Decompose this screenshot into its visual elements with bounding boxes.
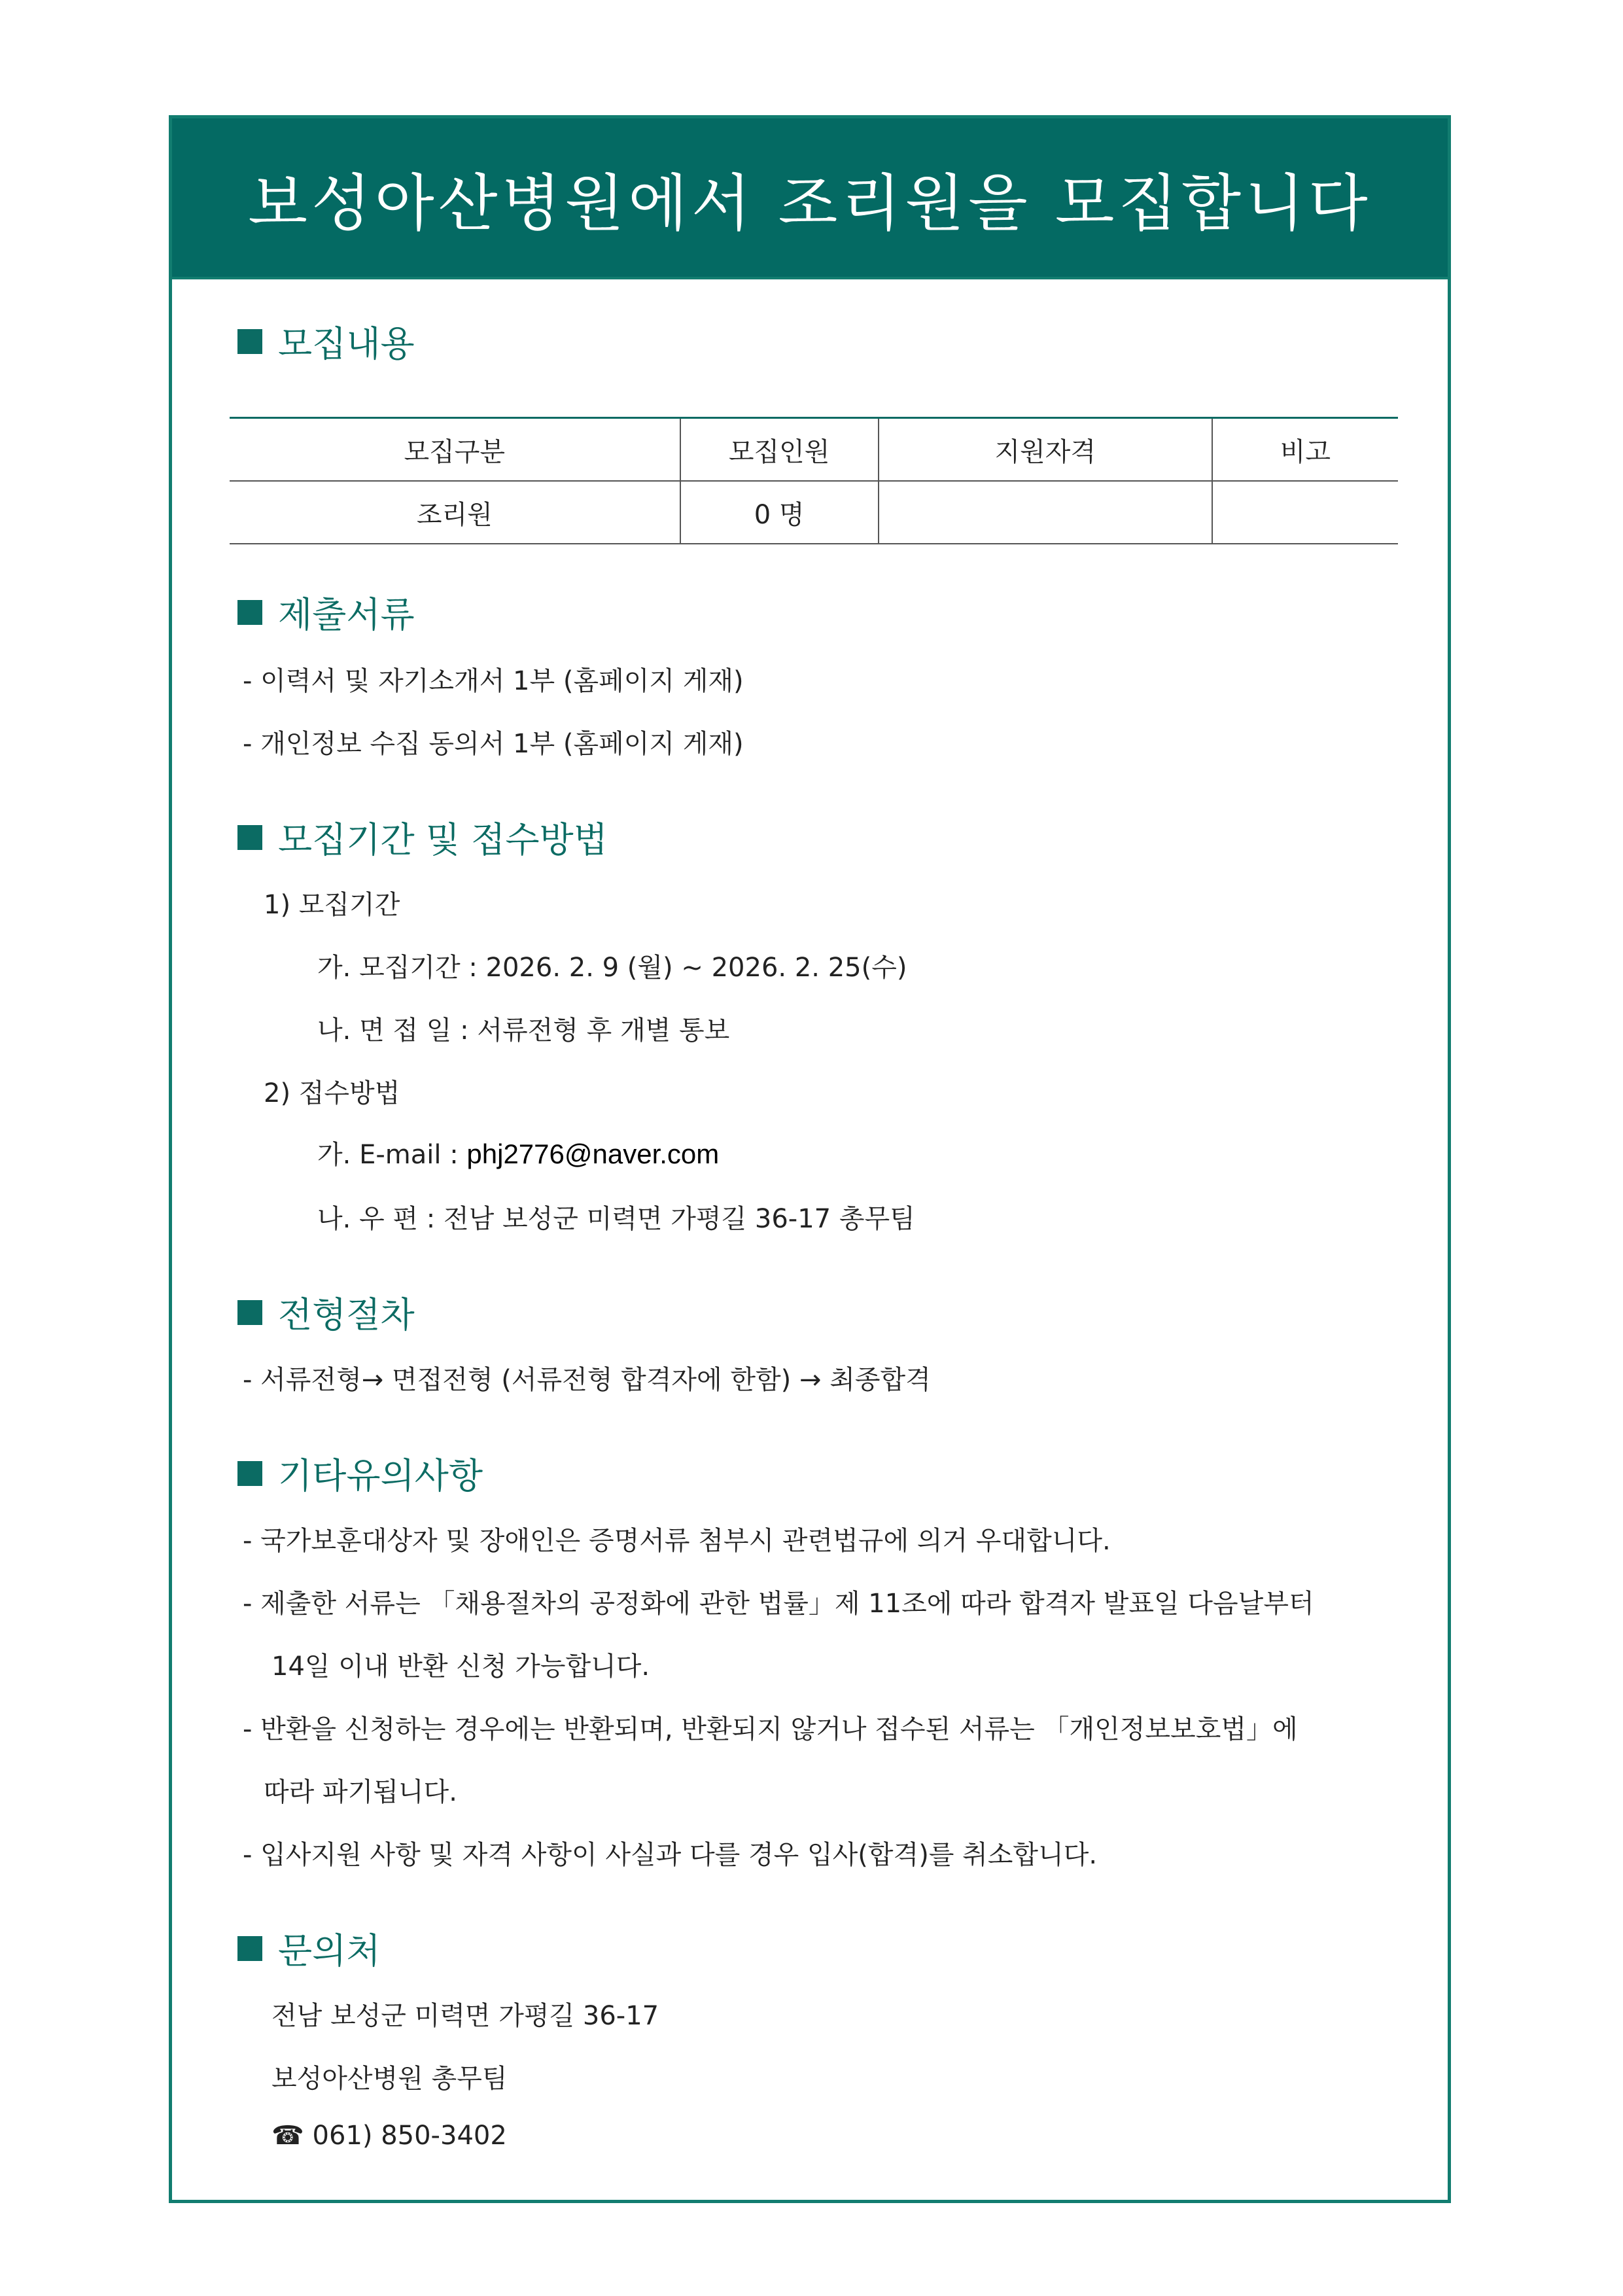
table-header-cell: 모집인원 xyxy=(680,418,879,482)
document-item: - 이력서 및 자기소개서 1부 (홈페이지 게재) xyxy=(243,666,744,696)
square-bullet-icon xyxy=(237,1461,262,1486)
note-line: - 입사지원 사항 및 자격 사항이 사실과 다를 경우 입사(합격)를 취소합니다. xyxy=(243,1840,1098,1870)
square-bullet-icon xyxy=(237,1936,262,1961)
table-cell xyxy=(879,481,1212,544)
note-line: 14일 이내 반환 신청 가능합니다. xyxy=(271,1651,650,1682)
section-contact-heading: 문의처 xyxy=(237,1923,381,1973)
email-address: phj2776@naver.com xyxy=(466,1139,720,1169)
period-subheading: 1) 모집기간 xyxy=(264,890,400,920)
contact-dept: 보성아산병원 총무팀 xyxy=(271,2064,508,2094)
table-header-cell: 지원자격 xyxy=(879,418,1212,482)
note-line: - 제출한 서류는 「채용절차의 공정화에 관한 법률」제 11조에 따라 합격자 발표일 다음날부터 xyxy=(243,1589,1314,1619)
title-banner xyxy=(172,118,1448,279)
interview-line: 나. 면 접 일 : 서류전형 후 개별 통보 xyxy=(317,1016,730,1046)
square-bullet-icon xyxy=(237,329,262,354)
contact-phone: ☎ 061) 850-3402 xyxy=(271,2121,507,2151)
table-cell: 0 명 xyxy=(680,481,879,544)
page-title: 보성아산병원에서 조리원을 모집합니다 xyxy=(248,168,1372,239)
note-line: - 반환을 신청하는 경우에는 반환되며, 반환되지 않거나 접수된 서류는 「개인정보보호법」에 xyxy=(243,1714,1298,1744)
recruit-table xyxy=(230,417,1398,544)
table-header-row xyxy=(230,418,1398,482)
square-bullet-icon xyxy=(237,600,262,625)
method-subheading: 2) 접수방법 xyxy=(264,1078,400,1108)
square-bullet-icon xyxy=(237,825,262,850)
table-row xyxy=(230,481,1398,544)
table-cell: 조리원 xyxy=(230,481,680,544)
section-notes-heading: 기타유의사항 xyxy=(237,1448,483,1498)
square-bullet-icon xyxy=(237,1300,262,1325)
table-header-cell: 모집구분 xyxy=(230,418,680,482)
email-label: 가. E-mail : xyxy=(317,1140,467,1170)
table-cell xyxy=(1212,481,1398,544)
contact-address: 전남 보성군 미력면 가평길 36-17 xyxy=(271,2001,659,2031)
note-line: - 국가보훈대상자 및 장애인은 증명서류 첨부시 관련법규에 의거 우대합니다. xyxy=(243,1526,1111,1556)
document-item: - 개인정보 수집 동의서 1부 (홈페이지 게재) xyxy=(243,729,744,759)
section-documents-heading: 제출서류 xyxy=(237,587,415,637)
section-period-heading: 모집기간 및 접수방법 xyxy=(237,812,608,862)
post-line: 나. 우 편 : 전남 보성군 미력면 가평길 36-17 총무팀 xyxy=(317,1204,915,1234)
section-recruit-heading: 모집내용 xyxy=(237,316,415,366)
period-line: 가. 모집기간 : 2026. 2. 9 (월) ~ 2026. 2. 25(수) xyxy=(317,953,907,983)
document-frame xyxy=(169,115,1451,2203)
table-header-cell: 비고 xyxy=(1212,418,1398,482)
section-process-heading: 전형절차 xyxy=(237,1287,415,1337)
email-line xyxy=(317,1134,719,1171)
process-line: - 서류전형→ 면접전형 (서류전형 합격자에 한함) → 최종합격 xyxy=(243,1365,931,1395)
note-line: 따라 파기됩니다. xyxy=(264,1777,457,1807)
